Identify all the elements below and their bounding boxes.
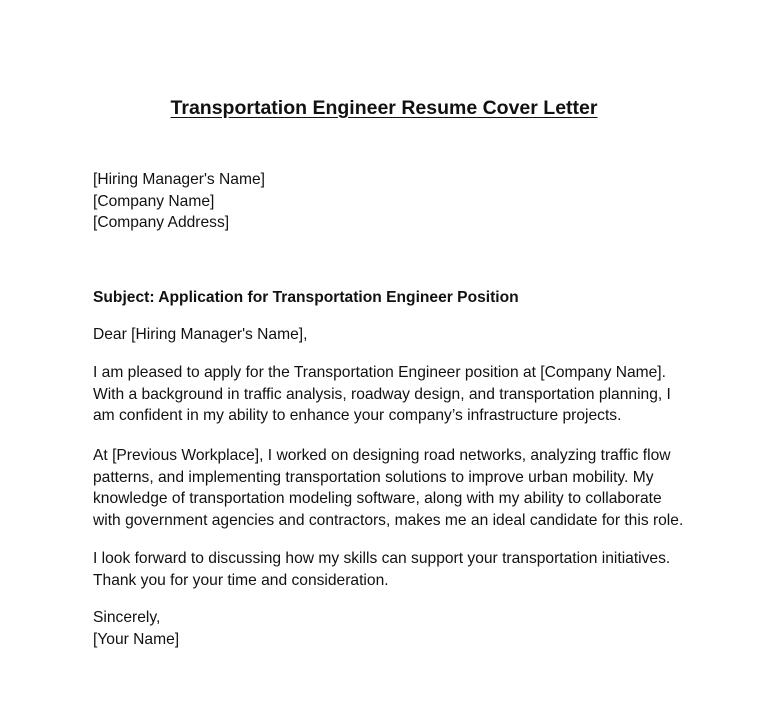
closing-text: Sincerely, <box>93 609 161 626</box>
paragraph-line: with government agencies and contractors, makes me an ideal candidate for this role. <box>93 511 684 529</box>
paragraph-experience <box>93 445 693 531</box>
paragraph-line: At [Previous Workplace], I worked on designing road networks, analyzing traffic flow <box>93 447 671 464</box>
paragraph-line: Thank you for your time and consideration. <box>93 571 389 589</box>
signature-placeholder: [Your Name] <box>93 630 180 648</box>
paragraph-line: knowledge of transportation modeling software, along with my ability to collaborate <box>93 490 662 507</box>
paragraph-closing <box>93 548 693 591</box>
subject-text: Subject: Application for Transportation Engineer Position <box>93 289 519 306</box>
paragraph-line: With a background in traffic analysis, roadway design, and transportation planning, I <box>93 385 671 403</box>
document-title: Transportation Engineer Resume Cover Letter <box>170 97 598 119</box>
subject-line <box>93 287 693 309</box>
paragraph-intro <box>93 362 693 427</box>
salutation-text: Dear [Hiring Manager's Name], <box>93 326 308 343</box>
paragraph-line: I am pleased to apply for the Transportation Engineer position at [Company Name]. <box>93 364 666 381</box>
paragraph-line: am confident in my ability to enhance your company’s infrastructure projects. <box>93 407 622 424</box>
recipient-address: [Company Address] <box>93 214 230 231</box>
recipient-company: [Company Name] <box>93 192 215 210</box>
sign-off <box>93 607 693 650</box>
recipient-name: [Hiring Manager's Name] <box>93 171 265 188</box>
paragraph-line: patterns, and implementing transportation solutions to improve urban mobility. My <box>93 468 654 486</box>
paragraph-line: I look forward to discussing how my skills can support your transportation initiatives. <box>93 550 671 567</box>
salutation <box>93 324 693 346</box>
recipient-block <box>93 169 693 234</box>
